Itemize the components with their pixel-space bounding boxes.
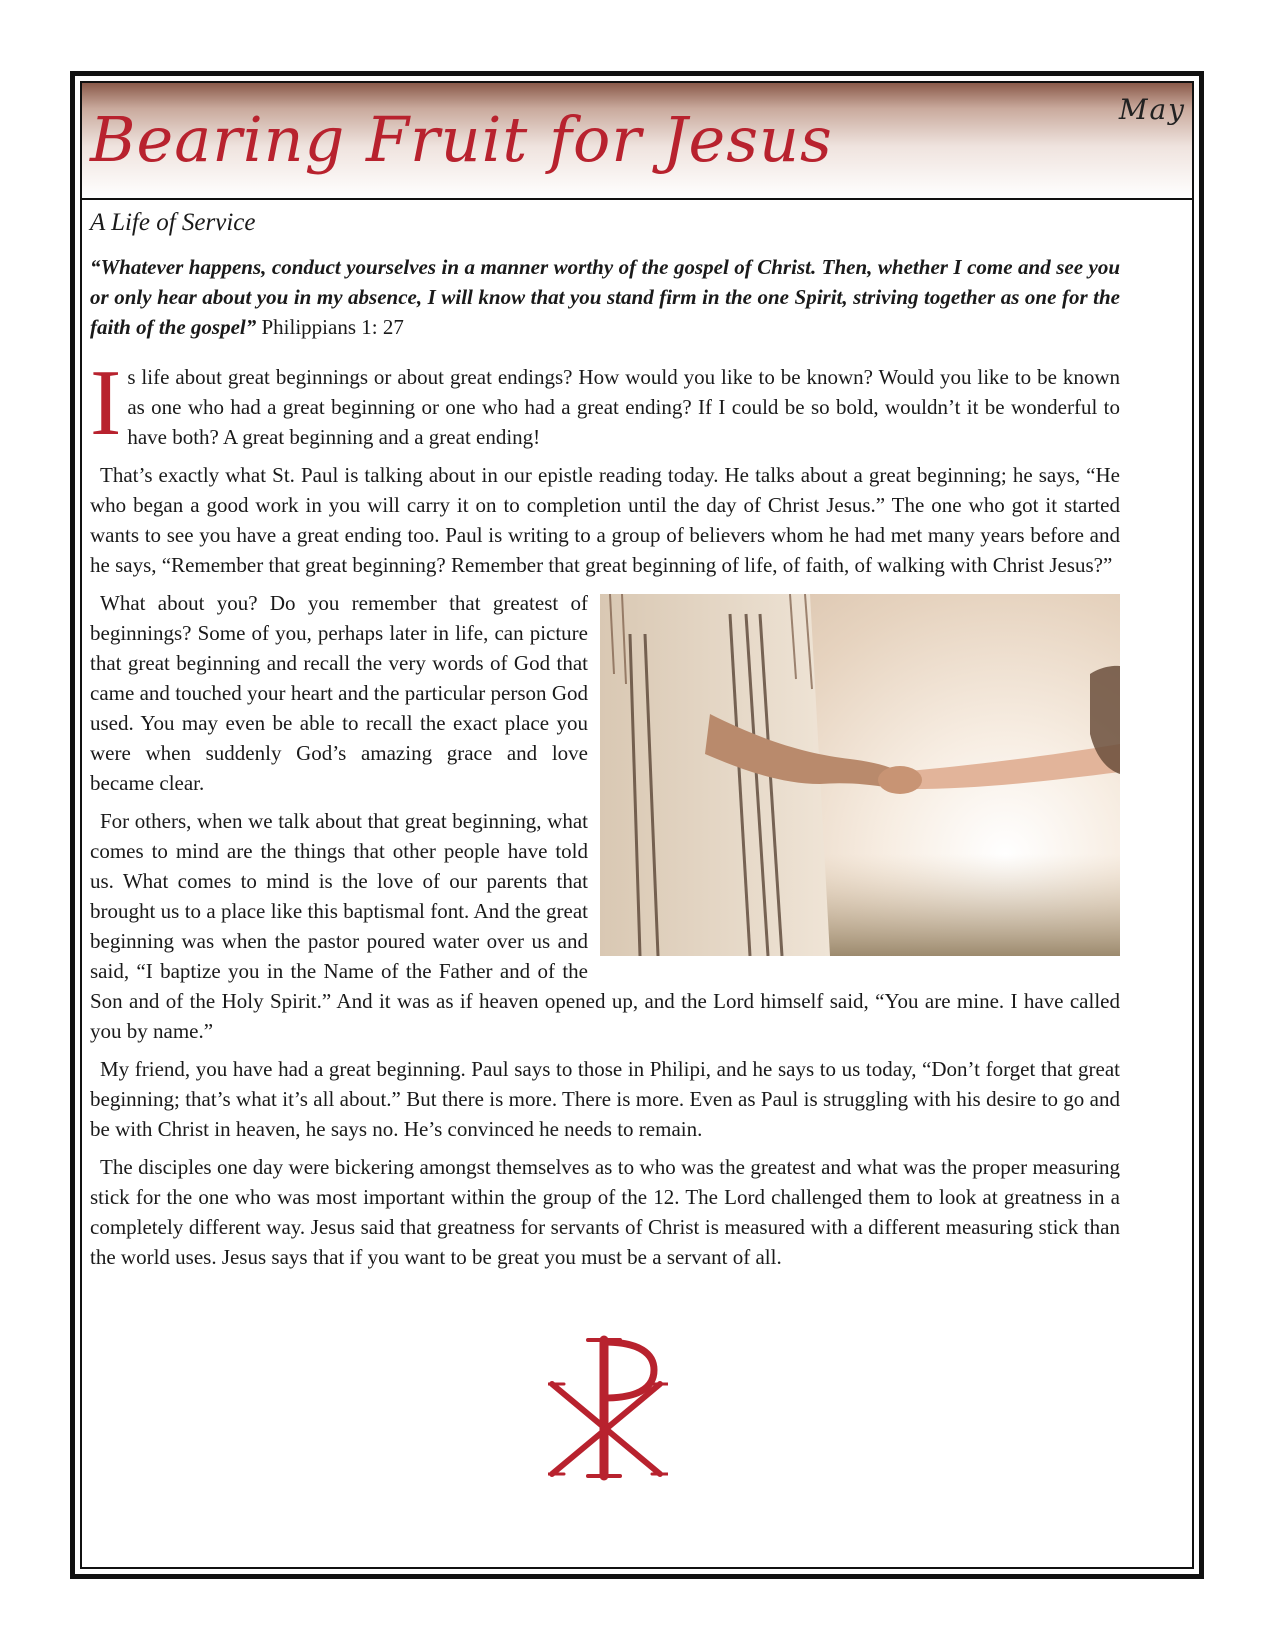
scripture-passage	[90, 252, 1120, 342]
chi-rho-icon	[548, 1334, 668, 1484]
scripture-reference: Philippians 1: 27	[256, 315, 404, 339]
paragraph-3: What about you? Do you remember that greatest of beginnings? Some of you, perhaps later in life, can picture that great beginning and recall the very words of God that came and touched your heart and the particular person God used. You may even be able to recall the exact place you were when suddenly God’s amazing grace and love became clear.	[90, 591, 588, 795]
scripture-quote: “Whatever happens, conduct yourselves in a manner worthy of the gospel of Christ. Then, whether I come and see you or only hear about you in my absence, I will know that you stand firm in the one Spirit, striving together as one for the faith of the gospel”	[90, 255, 1120, 339]
page-title: Bearing Fruit for Jesus	[90, 103, 833, 176]
chi-rho-symbol	[548, 1334, 668, 1484]
holding-hands-illustration	[600, 594, 1120, 956]
article-body	[90, 206, 1120, 1280]
header-banner	[82, 83, 1192, 200]
paragraph-4: For others, when we talk about that great beginning, what comes to mind are the things that other people have told us. What comes to mind is the love of our parents that brought us to a place like this baptismal font. And the great beginning was when the pastor poured water over us and said, “I baptize you in the Name of the Father and of the Son and of the Holy Spirit.” And it was as if heaven opened up, and the Lord himself said, “You are mine. I have called you by name.”	[90, 809, 1120, 1043]
holding-hands-photo	[600, 594, 1120, 956]
drop-cap: I	[90, 351, 122, 455]
paragraph-6: The disciples one day were bickering amongst themselves as to who was the greatest and what was the proper measuring stick for the one who was most important within the group of the 12. The Lord challenged them to look at greatness in a completely different way. Jesus said that greatness for servants of Christ is measured with a different measuring stick than the world uses. Jesus says that if you want to be great you must be a servant of all.	[90, 1155, 1120, 1269]
article-subtitle: A Life of Service	[90, 209, 256, 236]
paragraph-1: Is life about great beginnings or about great endings? How would you like to be known? Would you like to be known as one who had a great beginning or one who had a great ending? If I could be so bold, wouldn’t it be wonderful to have both? A great beginning and a great ending!	[90, 351, 1120, 455]
paragraph-5: My friend, you have had a great beginning. Paul says to those in Philipi, and he says to us today, “Don’t forget that great beginning; that’s what it’s all about.” But there is more. There is more. Even as Paul is struggling with his desire to go and be with Christ in heaven, he says no. He’s convinced he needs to remain.	[90, 1057, 1120, 1141]
month-label: May	[1118, 93, 1186, 126]
paragraph-2: That’s exactly what St. Paul is talking about in our epistle reading today. He talks about a great beginning; he says, “He who began a good work in you will carry it on to completion until the day of Christ Jesus.” The one who got it started wants to see you have a great ending too. Paul is writing to a group of believers whom he had met many years before and he says, “Remember that great beginning? Remember that great beginning of life, of faith, of walking with Christ Jesus?”	[90, 463, 1120, 577]
